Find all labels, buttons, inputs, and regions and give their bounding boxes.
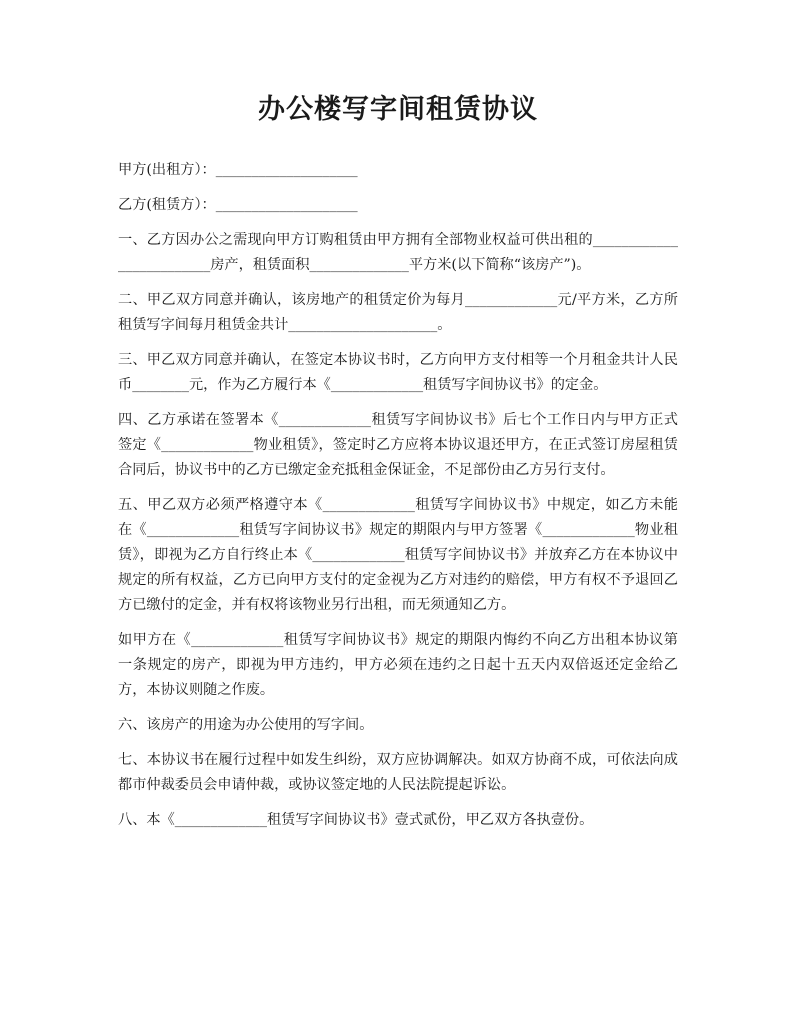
- document-title: 办公楼写字间租赁协议: [258, 94, 538, 125]
- clause-1: 一、乙方因办公之需现向甲方订购租赁由甲方拥有全部物业权益可供出租的_________________________房产，租赁面积______________平方米(以下简称“该房产”)。: [118, 232, 678, 273]
- clause-4: 四、乙方承诺在签署本《_____________租赁写字间协议书》后七个工作日内与甲方正式签定《_____________物业租赁》，签定时乙方应将本协议退还甲方，在正式签订房屋租赁合同后，协议书中的乙方已缴定金充抵租金保证金，不足部份由乙方另行支付。: [118, 412, 678, 478]
- clause-2: 二、甲乙双方同意并确认，该房地产的租赁定价为每月_____________元/平方米，乙方所租赁写字间每月租赁金共计_____________________。: [118, 292, 678, 333]
- party-a-line: 甲方(出租方）：____________________: [118, 162, 358, 178]
- clause-8: 八、本《_____________租赁写字间协议书》壹式贰份，甲乙双方各执壹份。: [118, 812, 594, 828]
- party-b-line: 乙方(租赁方）：____________________: [118, 197, 358, 213]
- clause-3: 三、甲乙双方同意并确认，在签定本协议书时，乙方向甲方支付相等一个月租金共计人民币________元，作为乙方履行本《_____________租赁写字间协议书》的定金。: [118, 352, 678, 393]
- clause-6: 六、该房产的用途为办公使用的写字间。: [118, 717, 374, 733]
- clause-5-landlord-breach: 如甲方在《_____________租赁写字间协议书》规定的期限内悔约不向乙方出租本协议第一条规定的房产，即视为甲方违约，甲方必须在违约之日起十五天内双倍返还定金给乙方，本协议则随之作废。: [118, 632, 678, 698]
- clause-5: 五、甲乙双方必须严格遵守本《_____________租赁写字间协议书》中规定，如乙方未能在《_____________租赁写字间协议书》规定的期限内与甲方签署《_____________物业租赁》，即视为乙方自行终止本《_____________租赁写字间协议书》并放弃乙方在本协议中规定的所有权益，乙方已向甲方支付的定金视为乙方对违约的赔偿，甲方有权不予退回乙方已缴付的定金，并有权将该物业另行出租，而无须通知乙方。: [118, 497, 678, 613]
- clause-7: 七、本协议书在履行过程中如发生纠纷，双方应协调解决。如双方协商不成，可依法向成都市仲裁委员会申请仲裁，或协议签定地的人民法院提起诉讼。: [118, 752, 678, 793]
